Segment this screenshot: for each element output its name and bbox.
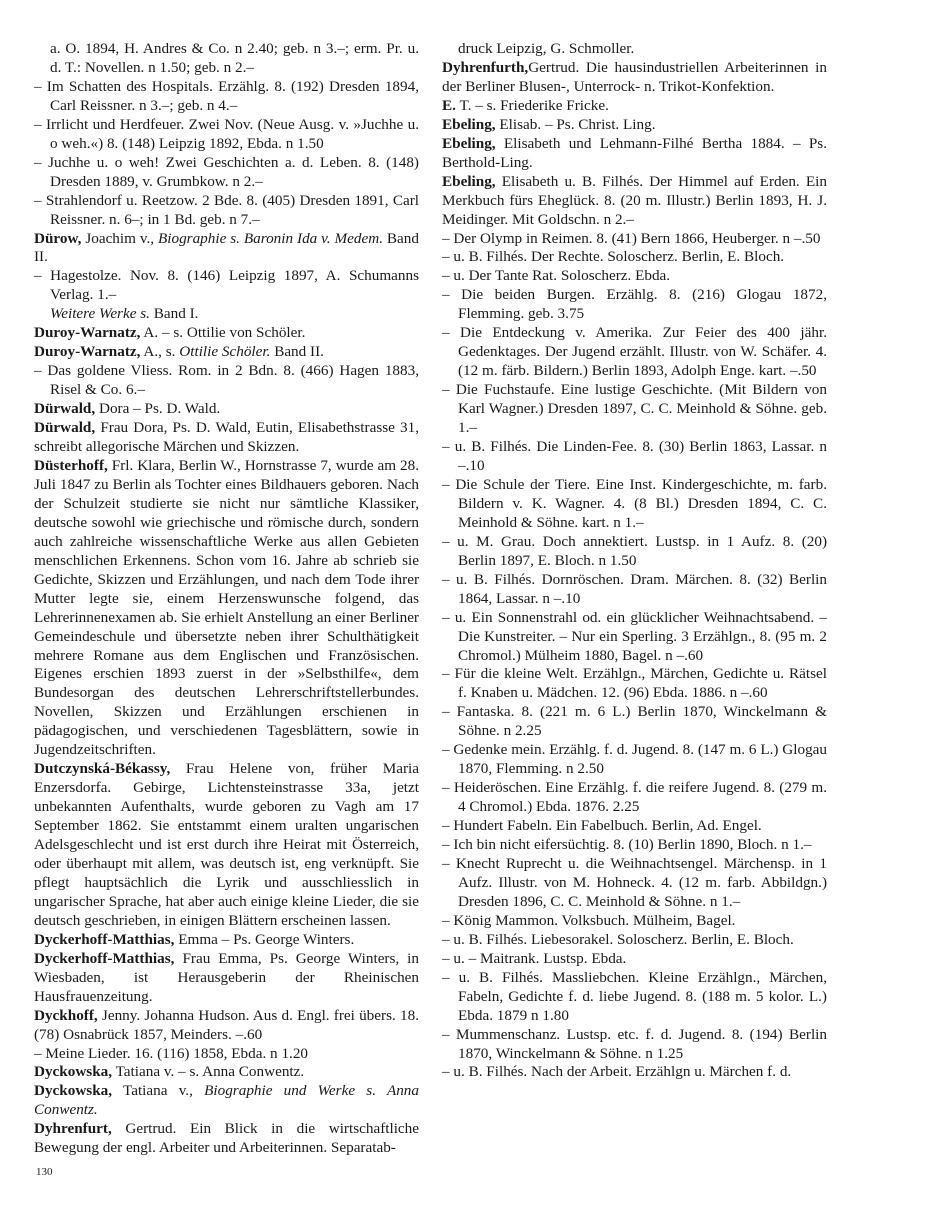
sub-entry: – u. Ein Sonnenstrahl od. ein glücklicher Weihnachtsabend. – Die Kunstreiter. – Nur ein Sperling. 3 Erzählgn., 8. (95 m. 2 Chromol.) Mülheim 1880, Bagel. n –.60: [442, 608, 827, 664]
sub-entry: – Gedenke mein. Erzählg. f. d. Jugend. 8. (147 m. 6 L.) Glogau 1870, Flemming. n 2.50: [442, 741, 827, 778]
left-column: [34, 40, 419, 1158]
entry-text: Emma – Ps. George Winters.: [174, 930, 355, 948]
page-number: 130: [36, 1166, 53, 1178]
author-entry: [34, 1063, 419, 1082]
author-name: Ebeling,: [442, 134, 496, 152]
sub-entry: – Das goldene Vliess. Rom. in 2 Bdn. 8. (466) Hagen 1883, Risel & Co. 6.–: [34, 362, 419, 399]
sub-entry: – Die Schule der Tiere. Eine Inst. Kindergeschichte, m. farb. Bildern v. K. Wagner. 4. (8 Bl.) Dresden 1894, C. C. Meinhold & Söhne. kart. n 1.–: [442, 475, 827, 531]
cross-reference: [34, 305, 419, 324]
sub-entry: – Meine Lieder. 16. (116) 1858, Ebda. n 1.20: [34, 1044, 309, 1062]
author-entry: [34, 1007, 419, 1045]
entry-text: Dora – Ps. D. Wald.: [95, 400, 221, 418]
entry-text: Frau Helene von, früher Maria Enzersdorfa. Gebirge, Lichtensteinstrasse 33a, jetzt unbekannten Aufenthalts, wurde geboren zu Vagh am 17 September 1862. Sie entstammt einem uralten ungarischen Adelsgeschlecht und ist erst durch ihre Heirat mit Österreich, oder überhaupt mit allem, was deutsch ist, eng verknüpft. Sie pflegt hauptsächlich die Lyrik und ausschliesslich in ungarischer Sprache, hat aber auch einige kleine Lieder, die sie deutsch geschrieben, in einigen Blättern erscheinen lassen.: [34, 760, 419, 929]
author-entry: [34, 931, 419, 950]
entry-text: Frau Emma, Ps. George Winters, in Wiesbaden, ist Herausgeberin der Rheinischen Hausfrauenzeitung.: [34, 949, 419, 1005]
author-name: Dyckerhoff-Matthias,: [34, 930, 175, 948]
sub-entry: – Heideröschen. Eine Erzählg. f. die reifere Jugend. 8. (279 m. 4 Chromol.) Ebda. 1876. 2.25: [442, 779, 827, 816]
sub-entry: – König Mammon. Volksbuch. Mülheim, Bagel.: [442, 911, 736, 929]
sub-entry: – u. – Maitrank. Lustsp. Ebda.: [442, 949, 627, 967]
cross-reference-italic: Weitere Werke s.: [50, 305, 150, 323]
author-entry: [34, 457, 419, 760]
author-name: Dyckerhoff-Matthias,: [34, 949, 175, 967]
author-name: Dyhrenfurt,: [34, 1120, 112, 1138]
sub-entry: – Für die kleine Welt. Erzählgn., Märchen, Gedichte u. Rätsel f. Knaben u. Mädchen. 12. (96) Ebda. 1886. n –.60: [442, 665, 827, 702]
author-name: Duroy-Warnatz,: [34, 343, 141, 361]
entry-text: Frau Dora, Ps. D. Wald, Eutin, Elisabethstrasse 31, schreibt allegorische Märchen und Skizzen.: [34, 419, 419, 456]
sub-entry: – Die Entdeckung v. Amerika. Zur Feier des 400 jähr. Gedenktages. Der Jugend erzählt. Illustr. von W. Schäfer. 4. (12 m. färb. Bildern.) Berlin 1893, Adolph Enge. kart. –.50: [442, 324, 827, 380]
entry-text: Jenny. Johanna Hudson. Aus d. Engl. frei übers. 18. (78) Osnabrück 1857, Meinders. –.60: [34, 1006, 419, 1043]
author-entry: [442, 97, 827, 116]
sub-entry: – u. M. Grau. Doch annektiert. Lustsp. in 1 Aufz. 8. (20) Berlin 1897, E. Bloch. n 1.50: [442, 532, 827, 569]
sub-entry: – Hagestolze. Nov. 8. (146) Leipzig 1897, A. Schumanns Verlag. 1.–: [34, 267, 419, 304]
entry-text: Gertrud. Ein Blick in die wirtschaftliche Bewegung der engl. Arbeiter und Arbeiterinnen. Separatab-: [34, 1120, 419, 1157]
author-entry: [34, 1082, 419, 1120]
author-name: Dyckowska,: [34, 1082, 113, 1100]
sub-entry: – Strahlendorf u. Reetzow. 2 Bde. 8. (405) Dresden 1891, Carl Reissner. n. 6–; in 1 Bd. geb. n 7.–: [34, 191, 419, 228]
entry-text: Tatiana v. – s. Anna Conwentz.: [112, 1063, 305, 1081]
entry-text: Tatiana v.,: [112, 1082, 205, 1100]
author-name: Dutczynská-Békassy,: [34, 760, 171, 778]
entry-italic: Biographie und Werke s. Anna Conwentz.: [34, 1082, 419, 1119]
sub-entry: – u. B. Filhés. Nach der Arbeit. Erzählgn u. Märchen f. d.: [442, 1063, 792, 1081]
sub-entry: – Im Schatten des Hospitals. Erzählg. 8. (192) Dresden 1894, Carl Reissner. n 3.–; geb. n 4.–: [34, 77, 419, 114]
author-name: Dyckhoff,: [34, 1006, 98, 1024]
entry-text: T. – s. Friederike Fricke.: [455, 96, 609, 114]
author-name: Dyhrenfurth,: [442, 58, 529, 76]
sub-entry: – Hundert Fabeln. Ein Fabelbuch. Berlin, Ad. Engel.: [442, 817, 762, 835]
author-name: Dürwald,: [34, 419, 96, 437]
sub-entry: – u. B. Filhés. Dornröschen. Dram. Märchen. 8. (32) Berlin 1864, Lassar. n –.10: [442, 570, 827, 607]
author-name: Dyckowska,: [34, 1063, 113, 1081]
sub-entry: – u. B. Filhés. Der Rechte. Soloscherz. Berlin, E. Bloch.: [442, 248, 785, 266]
author-entry: [34, 1120, 419, 1158]
sub-entry: – Knecht Ruprecht u. die Weihnachtsengel. Märchensp. in 1 Aufz. Illustr. von M. Hohneck. 4. (12 m. farb. Abbildgn.) Dresden 1896, C. C. Meinhold & Söhne. n 1.–: [442, 854, 827, 910]
cross-reference-tail: Band I.: [149, 305, 199, 323]
entry-text: A., s.: [140, 343, 180, 361]
author-entry: [442, 135, 827, 173]
author-entry: [442, 116, 827, 135]
author-name: Ebeling,: [442, 172, 496, 190]
entry-italic: Ottilie Schöler.: [179, 343, 271, 361]
author-name: Dürwald,: [34, 400, 96, 418]
sub-entry: – Juchhe u. o weh! Zwei Geschichten a. d. Leben. 8. (148) Dresden 1889, v. Grumbkow. n 2.–: [34, 153, 419, 190]
entry-tail: Band II.: [34, 229, 419, 266]
sub-entry: – Fantaska. 8. (221 m. 6 L.) Berlin 1870, Winckelmann & Söhne. n 2.25: [442, 703, 827, 740]
entry-text: Elisabeth u. B. Filhés. Der Himmel auf Erden. Ein Merkbuch fürs Eheglück. 8. (20 m. Illustr.) Berlin 1893, H. J. Meidinger. Mit Goldschn. n 2.–: [442, 172, 827, 228]
author-name: Düsterhoff,: [34, 456, 108, 474]
sub-entry: – u. B. Filhés. Die Linden-Fee. 8. (30) Berlin 1863, Lassar. n –.10: [442, 438, 827, 474]
author-name: Dürow,: [34, 229, 82, 247]
author-entry: [34, 230, 419, 268]
sub-entry: – Die Fuchstaufe. Eine lustige Geschichte. (Mit Bildern von Karl Wagner.) Dresden 1897, C. C. Meinhold & Söhne. geb. 1.–: [442, 381, 827, 437]
entry-text: Gertrud. Die hausindustriellen Arbeiterinnen in der Berliner Blusen-, Unterrock- n. Trikot-Konfektion.: [442, 58, 827, 95]
entry-text: Joachim v.,: [81, 229, 158, 247]
entry-tail: Band II.: [270, 343, 324, 361]
entry-italic: Biographie s. Baronin Ida v. Medem.: [157, 229, 383, 247]
continuation-text: druck Leipzig, G. Schmoller.: [458, 40, 635, 57]
sub-entry: – u. Der Tante Rat. Soloscherz. Ebda.: [442, 267, 671, 285]
author-entry: [442, 173, 827, 230]
entry-text: Elisab. – Ps. Christ. Ling.: [495, 115, 656, 133]
page: [34, 40, 829, 1170]
entry-text: A. – s. Ottilie von Schöler.: [140, 324, 306, 342]
author-name: Ebeling,: [442, 115, 496, 133]
author-name: E.: [442, 96, 456, 114]
right-column: [442, 40, 827, 1082]
sub-entry: – u. B. Filhés. Liebesorakel. Soloscherz. Berlin, E. Bloch.: [442, 930, 794, 948]
sub-entry: – u. B. Filhés. Massliebchen. Kleine Erzählgn., Märchen, Fabeln, Gedichte f. d. liebe Jugend. 8. (188 m. 5 kolor. L.) Ebda. 1879 n 1.80: [442, 968, 827, 1024]
author-name: Duroy-Warnatz,: [34, 324, 141, 342]
author-entry: [34, 343, 419, 362]
entry-text: Elisabeth und Lehmann-Filhé Bertha 1884. – Ps. Berthold-Ling.: [442, 134, 827, 171]
author-entry: [34, 760, 419, 931]
sub-entry: – Irrlicht und Herdfeuer. Zwei Nov. (Neue Ausg. v. »Juchhe u. o weh.«) 8. (148) Leipzig 1892, Ebda. n 1.50: [34, 115, 419, 152]
author-entry: [34, 419, 419, 457]
sub-entry: – Mummenschanz. Lustsp. etc. f. d. Jugend. 8. (194) Berlin 1870, Winckelmann & Söhne. n 1.25: [442, 1025, 827, 1062]
author-entry: [442, 59, 827, 97]
sub-entry: – Die beiden Burgen. Erzählg. 8. (216) Glogau 1872, Flemming. geb. 3.75: [442, 286, 827, 323]
entry-text: Frl. Klara, Berlin W., Hornstrasse 7, wurde am 28. Juli 1847 zu Berlin als Tochter eines Bildhauers geboren. Nach der Schulzeit studierte sie nicht nur sämtliche Klassiker, deutsche sowohl wie griechische und römische durch, sondern auch zahlreiche wissenschaftliche Werke aus allen Gebieten menschlichen Erkennens. Schon vom 16. Jahre ab schrieb sie Gedichte, Skizzen und Erzählungen, und nach dem Tode ihrer Mutter legte sie, einem Herzenswunsche folgend, das Lehrerinnenexamen ab. Sie erhielt Anstellung an einer Berliner Gemeindeschule und übersetzte neben ihrer Schulthätigkeit mehrere Romane aus dem Englischen und Französischen. Eigenes erschien 1893 zuerst in der »Selbsthilfe«, dem Bundesorgan des deutschen Lehrerschriftstellerbundes. Novellen, Skizzen und Erzählungen erschienen in pädagogischen, und verschiedenen Tagesblättern, sowie in Jugendzeitschriften.: [34, 456, 419, 759]
author-entry: [34, 324, 419, 343]
continuation-text: a. O. 1894, H. Andres & Co. n 2.40; geb. n 3.–; erm. Pr. u. d. T.: Novellen. n 1.50; geb. n 2.–: [50, 40, 419, 76]
author-entry: [34, 950, 419, 1007]
author-entry: [34, 400, 419, 419]
sub-entry: – Der Olymp in Reimen. 8. (41) Bern 1866, Heuberger. n –.50: [442, 229, 821, 247]
sub-entry: – Ich bin nicht eifersüchtig. 8. (10) Berlin 1890, Bloch. n 1.–: [442, 836, 812, 854]
